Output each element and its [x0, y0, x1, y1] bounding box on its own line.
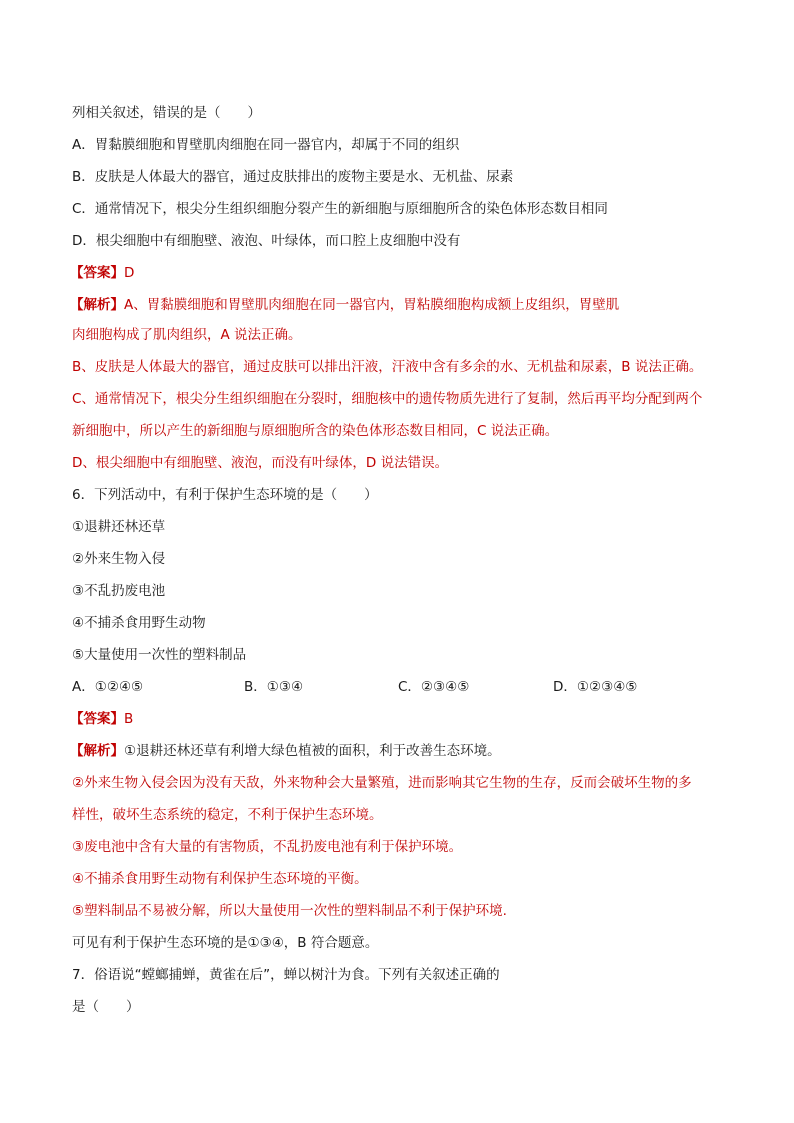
- q6-analysis-conclusion: 可见有利于保护生态环境的是①③④，B 符合题意。: [72, 935, 379, 951]
- q6-analysis-line-5: ④不捕杀食用野生动物有利保护生态环境的平衡。: [72, 871, 368, 887]
- q6-item-4: ④不捕杀食用野生动物: [72, 615, 206, 631]
- q6-choice-a: A．①②④⑤: [72, 679, 144, 695]
- q6-analysis-line-6: ⑤塑料制品不易被分解，所以大量使用一次性的塑料制品不利于保护环境.: [72, 903, 507, 919]
- q5-analysis-line-2: 肉细胞构成了肌肉组织，A 说法正确。: [72, 327, 302, 343]
- answer-value: B: [124, 711, 134, 727]
- analysis-tag: 【解析】: [70, 743, 124, 759]
- q5-stem-tail: 列相关叙述，错误的是（ ）: [72, 105, 261, 121]
- q6-item-1: ①退耕还林还草: [72, 519, 166, 535]
- q7-stem-line-2: 是（ ）: [72, 999, 140, 1015]
- q5-answer: [70, 264, 134, 282]
- q6-analysis-line-3: 样性，破坏生态系统的稳定，不利于保护生态环境。: [72, 807, 383, 823]
- q6-analysis-line-4: ③废电池中含有大量的有害物质，不乱扔废电池有利于保护环境。: [72, 839, 463, 855]
- q5-analysis-line-1: [70, 296, 619, 314]
- answer-tag: 【答案】: [70, 711, 124, 727]
- q5-analysis-line-3: B、皮肤是人体最大的器官，通过皮肤可以排出汗液，汗液中含有多余的水、无机盐和尿素，B 说法正确。: [72, 359, 703, 375]
- q5-analysis-line-5: 新细胞中，所以产生的新细胞与原细胞所含的染色体形态数目相同，C 说法正确。: [72, 423, 559, 439]
- analysis-text: ①退耕还林还草有利增大绿色植被的面积，利于改善生态环境。: [124, 743, 501, 759]
- q6-item-2: ②外来生物入侵: [72, 551, 166, 567]
- q6-choice-c: C．②③④⑤: [398, 679, 470, 695]
- answer-tag: 【答案】: [70, 265, 124, 281]
- q6-stem: 6．下列活动中，有利于保护生态环境的是（ ）: [72, 487, 378, 503]
- q5-analysis-line-4: C、通常情况下，根尖分生组织细胞在分裂时，细胞核中的遗传物质先进行了复制，然后再平均分配到两个: [72, 391, 703, 407]
- analysis-tag: 【解析】: [70, 297, 124, 313]
- q6-item-3: ③不乱扔废电池: [72, 583, 166, 599]
- q6-analysis-line-2: ②外来生物入侵会因为没有天敌，外来物种会大量繁殖，进而影响其它生物的生存，反而会破坏生物的多: [72, 775, 692, 791]
- q5-option-d: D．根尖细胞中有细胞壁、液泡、叶绿体，而口腔上皮细胞中没有: [72, 233, 461, 249]
- q5-option-a: A．胃黏膜细胞和胃壁肌肉细胞在同一器官内，却属于不同的组织: [72, 137, 460, 153]
- analysis-text: A、胃黏膜细胞和胃壁肌肉细胞在同一器官内，胃粘膜细胞构成额上皮组织，胃壁肌: [124, 297, 620, 313]
- answer-value: D: [124, 265, 135, 281]
- q7-stem-line-1: 7．俗语说“螳螂捕蝉，黄雀在后”，蝉以树汁为食。下列有关叙述正确的: [72, 967, 500, 983]
- q6-analysis-line-1: [70, 742, 501, 760]
- q5-option-c: C．通常情况下，根尖分生组织细胞分裂产生的新细胞与原细胞所含的染色体形态数目相同: [72, 201, 608, 217]
- q6-item-5: ⑤大量使用一次性的塑料制品: [72, 647, 247, 663]
- q6-answer: [70, 710, 133, 728]
- q6-choice-d: D．①②③④⑤: [553, 679, 638, 695]
- q6-choice-b: B．①③④: [244, 679, 304, 695]
- q5-analysis-line-6: D、根尖细胞中有细胞壁、液泡，而没有叶绿体，D 说法错误。: [72, 455, 449, 471]
- q5-option-b: B．皮肤是人体最大的器官，通过皮肤排出的废物主要是水、无机盐、尿素: [72, 169, 514, 185]
